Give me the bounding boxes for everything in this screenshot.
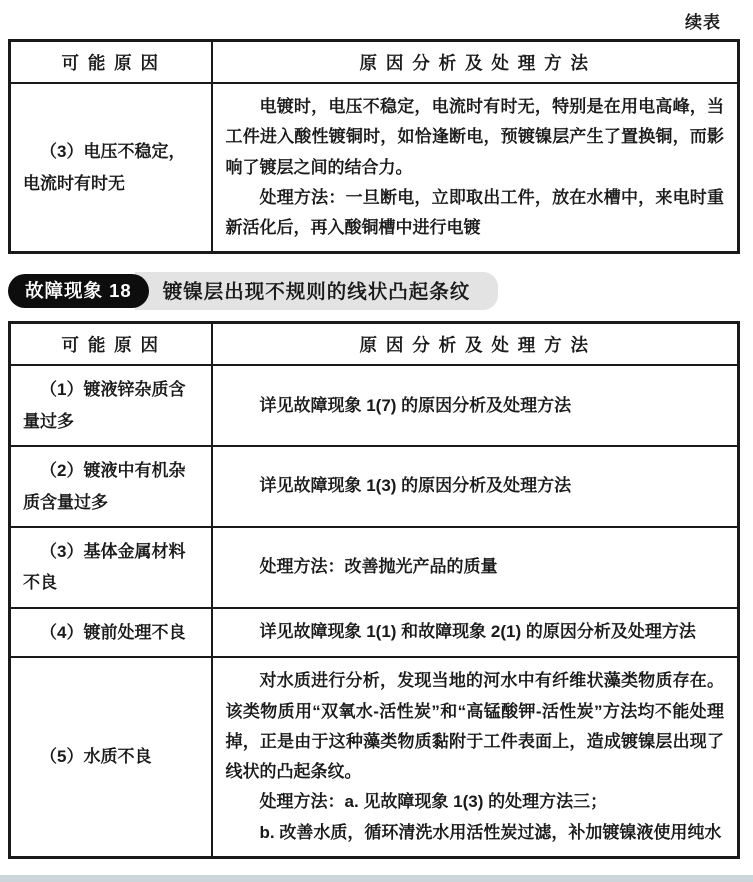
column-header-analysis: 原 因 分 析 及 处 理 方 法 (212, 323, 739, 366)
analysis-paragraph (226, 552, 725, 582)
table-header-row (10, 41, 739, 84)
analysis-cell (212, 657, 739, 857)
cause-cell (10, 365, 212, 446)
table-row (10, 83, 739, 253)
analysis-paragraph (226, 183, 725, 244)
analysis-paragraph (226, 471, 725, 501)
analysis-text: 详见故障现象 1(1) 和故障现象 2(1) 的原因分析及处理方法 (259, 622, 696, 642)
page-bottom-strip (0, 875, 753, 882)
analysis-cell (212, 446, 739, 527)
table-row (10, 527, 739, 608)
treatment-method-label: 处理方法： (259, 187, 346, 207)
analysis-text: 改善抛光产品的质量 (344, 557, 498, 577)
fault-table-18 (8, 321, 740, 859)
analysis-paragraph (226, 617, 725, 647)
analysis-text: 一旦断电，立即取出工件，放在水槽中，来电时重新活化后，再入酸铜槽中进行电镀 (225, 187, 725, 237)
cause-text: （2）镀液中有机杂质含量过多 (23, 461, 186, 512)
cause-text: （4）镀前处理不良 (40, 622, 186, 642)
analysis-text: 详见故障现象 1(3) 的原因分析及处理方法 (259, 476, 572, 496)
fault-title: 镀镍层出现不规则的线状凸起条纹 (135, 272, 499, 310)
table-row (10, 365, 739, 446)
analysis-paragraph (226, 787, 725, 817)
fault-table-continued (8, 39, 740, 254)
table-row (10, 608, 739, 657)
column-header-cause: 可 能 原 因 (10, 41, 212, 84)
cause-cell (10, 446, 212, 527)
analysis-cell (212, 83, 739, 253)
cause-cell (10, 608, 212, 657)
analysis-text: 对水质进行分析，发现当地的河水中有纤维状藻类物质存在。该类物质用“双氧水-活性炭”和“高锰酸钾-活性炭”方法均不能处理掉，正是由于这种藻类物质黏附于工件表面上，造成镀镍层出现了线状的凸起条纹。 (225, 671, 724, 782)
treatment-method-label: 处理方法： (259, 557, 345, 577)
cause-text: （5）水质不良 (40, 747, 152, 767)
analysis-cell (212, 365, 739, 446)
analysis-cell (212, 527, 739, 608)
analysis-paragraph (226, 92, 725, 183)
table-row (10, 446, 739, 527)
analysis-paragraph (226, 818, 725, 848)
analysis-text: a. 见故障现象 1(3) 的处理方法三； (344, 792, 608, 812)
fault-section-heading (8, 274, 743, 307)
analysis-text: 电镀时，电压不稳定，电流时有时无，特别是在用电高峰，当工件进入酸性镀铜时，如恰逢断电，预镀镍层产生了置换铜，而影响了镀层之间的结合力。 (225, 97, 724, 177)
analysis-paragraph (226, 391, 725, 421)
cause-text: （1）镀液锌杂质含量过多 (23, 380, 186, 431)
analysis-text: 详见故障现象 1(7) 的原因分析及处理方法 (259, 395, 572, 415)
table-body (10, 365, 739, 857)
column-header-analysis: 原 因 分 析 及 处 理 方 法 (212, 41, 739, 84)
analysis-text: b. 改善水质，循环清洗水用活性炭过滤，补加镀镍液使用纯水 (259, 822, 722, 842)
table-row (10, 657, 739, 857)
table-body (10, 83, 739, 253)
fault-number-badge: 故障现象 18 (8, 274, 149, 308)
cause-text: （3）基体金属材料不良 (23, 542, 186, 593)
analysis-paragraph (226, 666, 725, 787)
cause-cell (10, 83, 212, 253)
column-header-cause: 可 能 原 因 (10, 323, 212, 366)
cause-text: （3）电压不稳定，电流时有时无 (23, 142, 186, 193)
table-header-row (10, 323, 739, 366)
treatment-method-label: 处理方法： (259, 792, 345, 812)
continued-table-label: 续表 (685, 13, 721, 32)
analysis-cell (212, 608, 739, 657)
cause-cell (10, 527, 212, 608)
cause-cell (10, 657, 212, 857)
